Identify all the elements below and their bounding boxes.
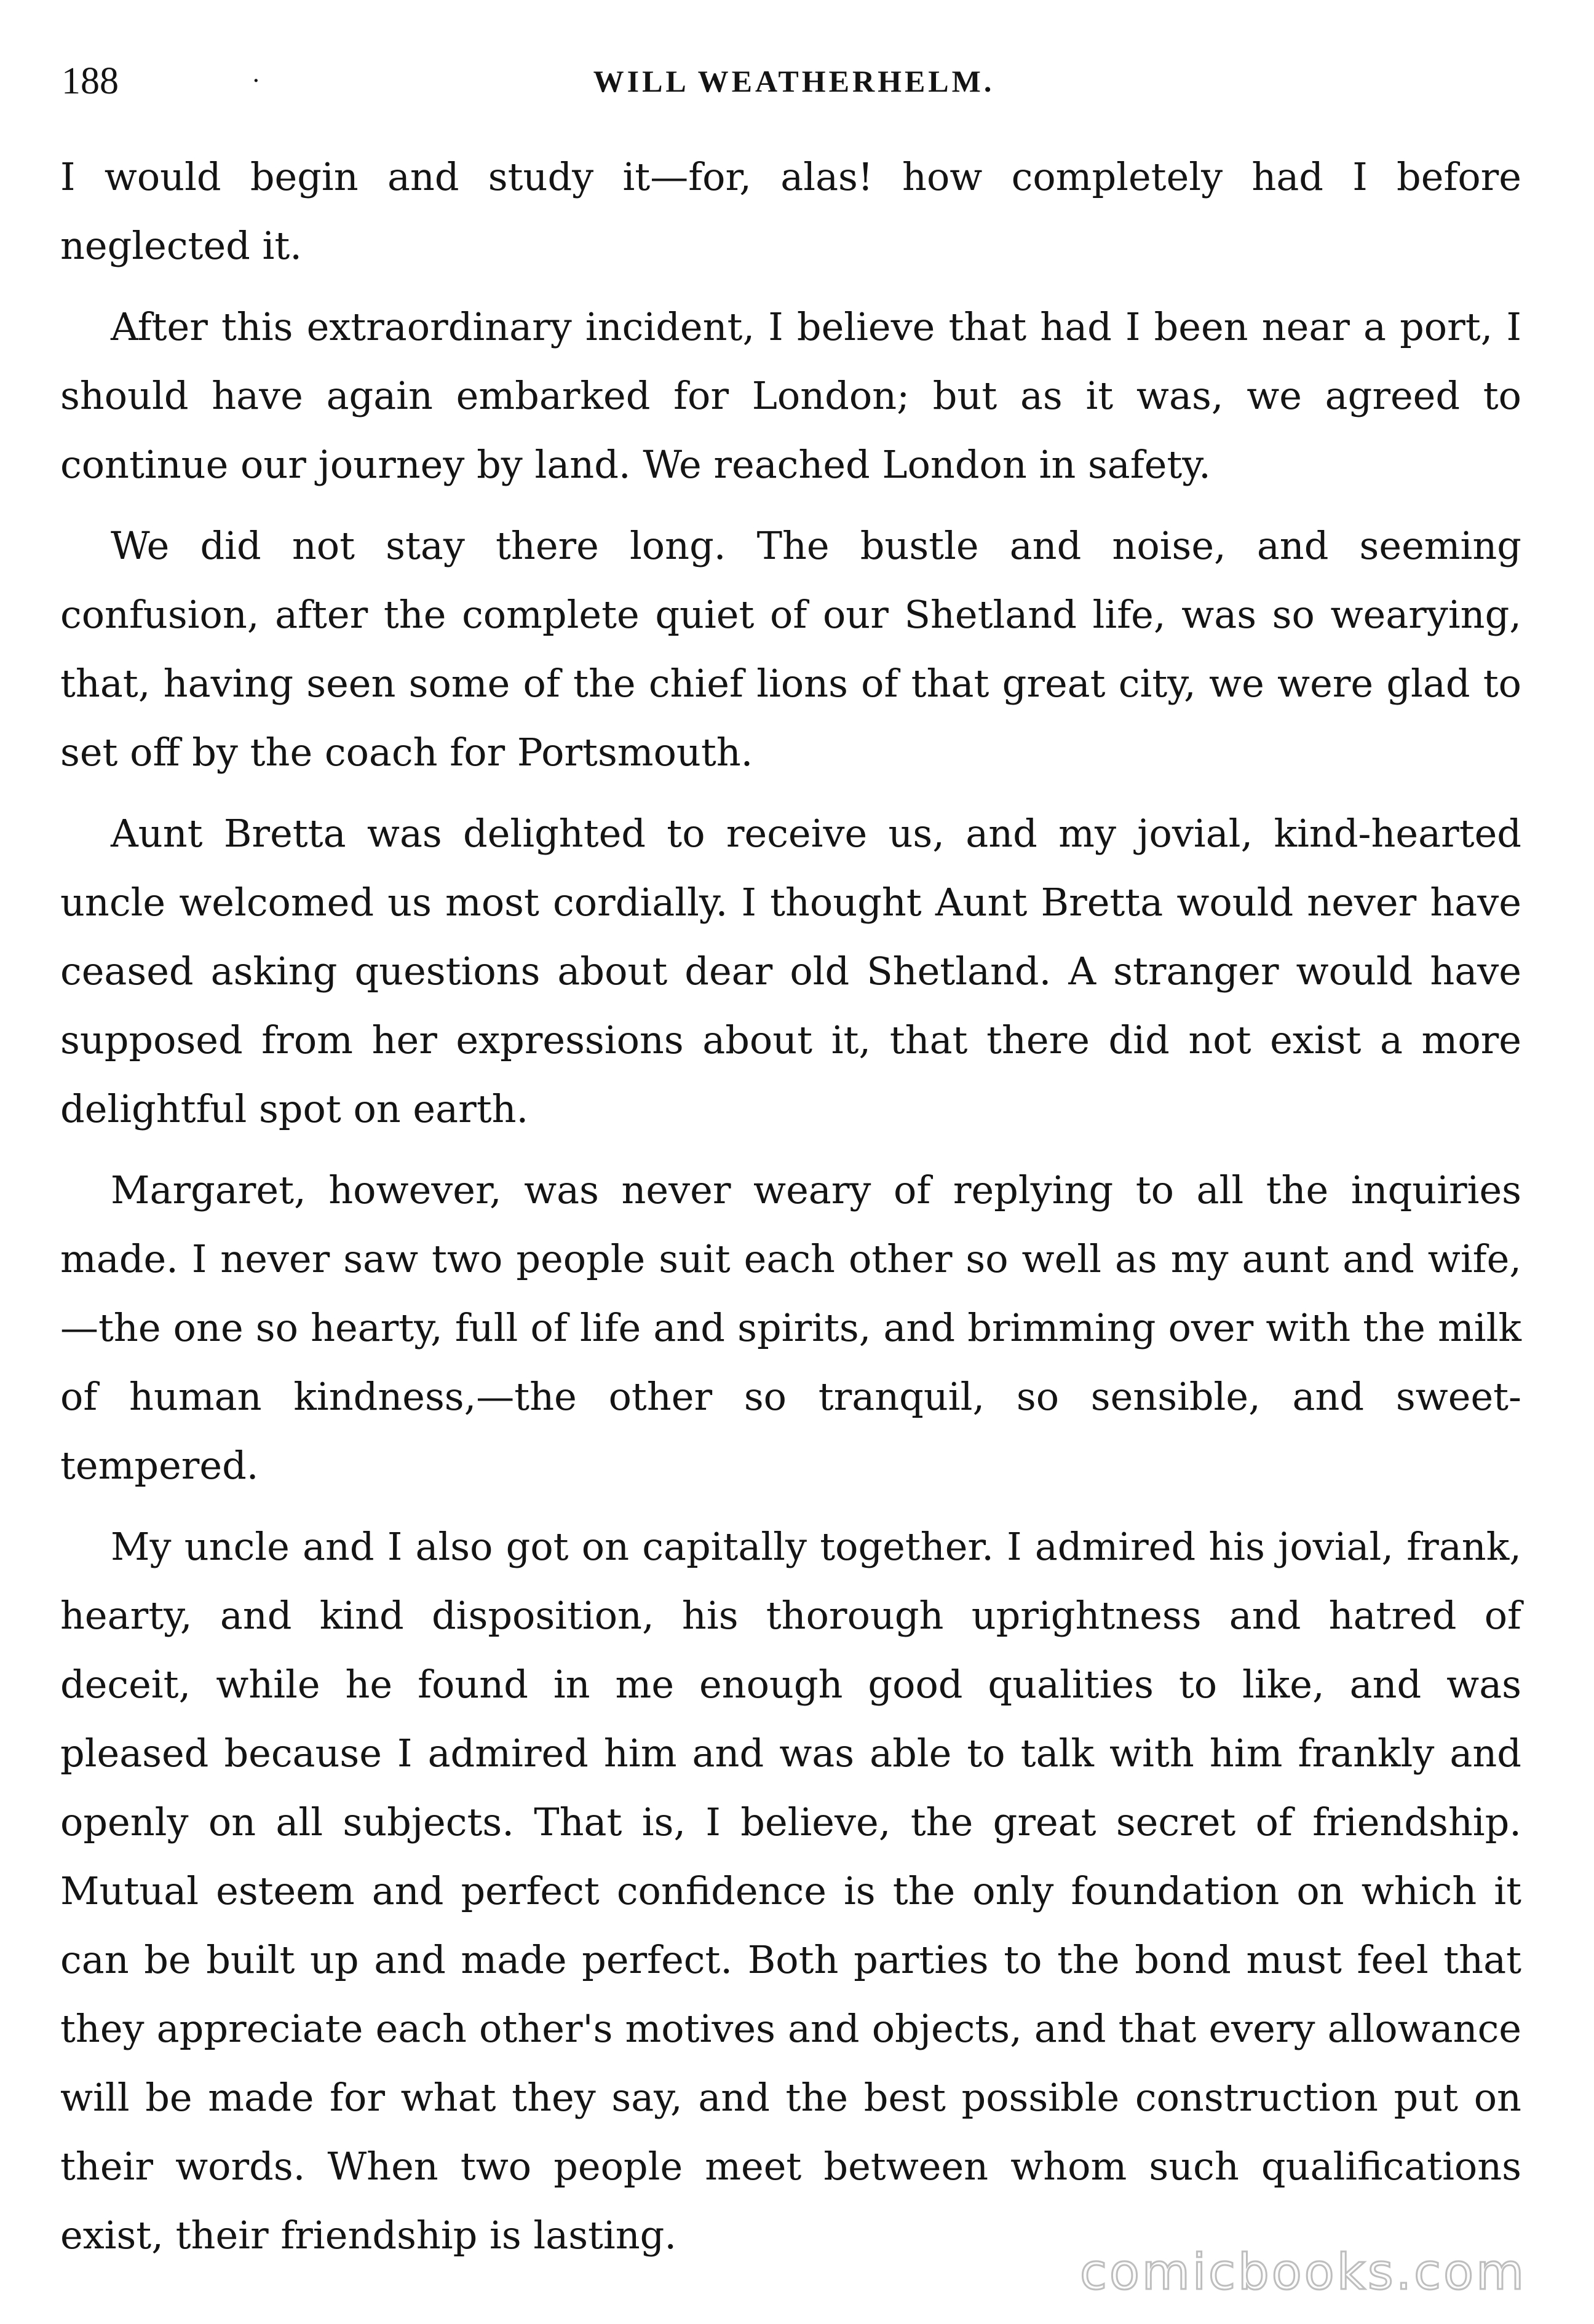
paragraph-margaret: Margaret, however, was never weary of replying to all the inquiries made. I never saw two people suit each other so well as my aunt and wife,—the one so hearty, full of life and spirits, and brimming over with the milk of human kindness,—the other so tranquil, so sensible, and sweet-tempered. xyxy=(60,1168,1521,1488)
site-watermark: comicbooks.com xyxy=(1079,2243,1526,2301)
paragraph-continuation: I would begin and study it—for, alas! how completely had I before neglected it. xyxy=(60,154,1521,268)
running-header xyxy=(61,57,1526,106)
page-number: 188 xyxy=(61,60,119,102)
paragraph-incident: After this extraordinary incident, I believe that had I been near a port, I should have again embarked for London; but as it was, we agreed to continue our journey by land. We reached London in safety. xyxy=(60,304,1521,487)
body-text xyxy=(60,143,1521,2282)
paragraph-london: We did not stay there long. The bustle and noise, and seeming confusion, after the complete quiet of our Shetland life, was so wearying, that, having seen some of the chief lions of that great city, we were glad to set off by the coach for Portsmouth. xyxy=(60,523,1521,775)
running-title: WILL WEATHERHELM. xyxy=(593,64,995,98)
paragraph-friendship: My uncle and I also got on capitally together. I admired his jovial, frank, hearty, and kind disposition, his thorough uprightness and hatred of deceit, while he found in me enough good qualities to like, and was pleased because I admired him and was able to talk with him frankly and openly on all subjects. That is, I believe, the great secret of friendship. Mutual esteem and perfect confidence is the only foundation on which it can be built up and made perfect. Both parties to the bond must feel that they appreciate each other's motives and objects, and that every allowance will be made for what they say, and the best possible construction put on their words. When two people meet between whom such qualifications exist, their friendship is lasting. xyxy=(60,1524,1521,2258)
header-ornament-dot: · xyxy=(252,67,260,95)
paragraph-aunt-bretta: Aunt Bretta was delighted to receive us, and my jovial, kind-hearted uncle welcomed us most cordially. I thought Aunt Bretta would never have ceased asking questions about dear old Shetland. A stranger would have supposed from her expressions about it, that there did not exist a more delightful spot on earth. xyxy=(60,811,1521,1131)
